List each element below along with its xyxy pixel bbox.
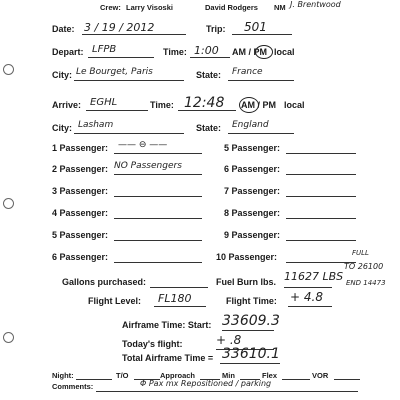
arrive-label: Arrive: xyxy=(52,100,82,110)
crew-label: Crew: xyxy=(100,3,121,12)
depart-ampm: AM / PM xyxy=(232,47,267,57)
vor-line xyxy=(334,379,360,380)
arrive-am-circle xyxy=(239,97,259,113)
arrive-time-value: 12:48 xyxy=(184,95,225,111)
passenger-1-label: 1 Passenger: xyxy=(52,143,109,153)
arrive-state-value: England xyxy=(232,120,269,130)
trip-line xyxy=(232,34,292,35)
arrive-line xyxy=(86,110,148,111)
binder-hole-bottom xyxy=(3,332,14,343)
depart-value: LFPB xyxy=(92,44,117,55)
arrive-state-line xyxy=(228,133,294,134)
fuel-burn-value: 11627 LBS xyxy=(284,270,344,283)
date-line xyxy=(82,34,186,35)
flight-level-line xyxy=(154,306,206,307)
flex-label: Flex xyxy=(262,371,278,380)
depart-label: Depart: xyxy=(52,47,84,57)
arrive-value: EGHL xyxy=(90,97,118,108)
depart-state-line xyxy=(228,80,294,81)
today-flight-value: + .8 xyxy=(216,333,242,347)
min-label: Min xyxy=(222,371,235,380)
passenger-5-line xyxy=(114,240,202,241)
passenger-6-label: 6 Passenger: xyxy=(52,252,109,262)
passenger-1-value: —— ⊖ —— xyxy=(118,140,168,150)
depart-time-label: Time: xyxy=(163,47,187,57)
today-flight-label: Today's flight: xyxy=(122,339,183,349)
passenger-6-line xyxy=(114,262,202,263)
passenger-r9-label: 9 Passenger: xyxy=(224,230,281,240)
total-airframe-line xyxy=(220,363,280,364)
passenger-r7-line xyxy=(286,196,356,197)
binder-hole-middle xyxy=(3,198,14,209)
arrive-ampm: AM / PM xyxy=(241,100,276,110)
binder-hole-top xyxy=(3,64,14,75)
passenger-2-label: 2 Passenger: xyxy=(52,164,109,174)
crew-member-1: Larry Visoski xyxy=(126,3,173,12)
depart-city-label: City: xyxy=(52,70,72,80)
passenger-2-line xyxy=(114,174,202,175)
passenger-3-line xyxy=(114,196,202,197)
depart-time-value: 1:00 xyxy=(194,44,219,57)
gallons-label: Gallons purchased: xyxy=(62,277,147,287)
passenger-r6-label: 6 Passenger: xyxy=(224,164,281,174)
crew-member-3-prefix: NM xyxy=(274,3,286,12)
passenger-r7-label: 7 Passenger: xyxy=(224,186,281,196)
flex-line xyxy=(282,379,310,380)
depart-city-value: Le Bourget, Paris xyxy=(76,67,153,77)
passenger-r10-label: 10 Passenger: xyxy=(216,252,278,262)
comments-line xyxy=(96,391,358,392)
fuel-note-1: FULL xyxy=(352,249,369,257)
depart-state-label: State: xyxy=(196,70,222,80)
vor-label: VOR xyxy=(312,371,329,380)
passenger-4-line xyxy=(114,218,202,219)
date-value: 3 / 19 / 2012 xyxy=(84,21,155,34)
comments-value: Φ Pax mx Repositioned / parking xyxy=(140,379,272,388)
flight-time-value: + 4.8 xyxy=(290,290,323,304)
passenger-r9-line xyxy=(286,240,356,241)
comments-label: Comments: xyxy=(52,382,94,391)
depart-line xyxy=(88,57,154,58)
trip-value: 501 xyxy=(244,20,267,34)
fuel-burn-line xyxy=(284,287,332,288)
night-label: Night: xyxy=(52,371,74,380)
passenger-r8-line xyxy=(286,218,356,219)
night-line xyxy=(76,379,112,380)
total-airframe-label: Total Airframe Time = xyxy=(122,353,214,363)
passenger-3-label: 3 Passenger: xyxy=(52,186,109,196)
passenger-4-label: 4 Passenger: xyxy=(52,208,109,218)
fuel-note-2: TO 26100 xyxy=(344,262,384,271)
gallons-line xyxy=(150,287,208,288)
fuel-burn-label: Fuel Burn lbs. xyxy=(216,277,277,287)
depart-state-value: France xyxy=(232,67,263,77)
depart-time-line xyxy=(190,57,230,58)
flight-level-label: Flight Level: xyxy=(88,296,142,306)
crew-member-2: David Rodgers xyxy=(205,3,258,12)
to-label: T/O xyxy=(116,371,129,380)
flight-time-line xyxy=(288,306,332,307)
arrive-city-line xyxy=(74,133,184,134)
approach-label: Approach xyxy=(160,371,196,380)
arrive-state-label: State: xyxy=(196,123,222,133)
airframe-start-line xyxy=(222,330,274,331)
fuel-note-3: END 14473 xyxy=(346,279,386,287)
arrive-local-label: local xyxy=(284,100,305,110)
passenger-r6-line xyxy=(286,174,356,175)
date-label: Date: xyxy=(52,24,75,34)
passenger-r5-line xyxy=(286,153,356,154)
flight-time-label: Flight Time: xyxy=(226,296,277,306)
depart-pm-circle xyxy=(255,45,273,59)
passenger-2-value: NO Passengers xyxy=(114,161,182,171)
crew-member-3-signature: J. Brentwood xyxy=(290,0,341,9)
depart-city-line xyxy=(74,80,184,81)
flight-level-value: FL180 xyxy=(158,292,192,305)
passenger-1-line xyxy=(114,153,202,154)
total-airframe-value: 33610.1 xyxy=(222,346,280,362)
airframe-start-label: Airframe Time: Start: xyxy=(122,320,212,330)
arrive-city-value: Lasham xyxy=(78,120,114,130)
arrive-city-label: City: xyxy=(52,123,72,133)
passenger-r5-label: 5 Passenger: xyxy=(224,143,281,153)
passenger-5-label: 5 Passenger: xyxy=(52,230,109,240)
trip-label: Trip: xyxy=(206,24,226,34)
arrive-time-label: Time: xyxy=(150,100,174,110)
airframe-start-value: 33609.3 xyxy=(222,313,280,329)
passenger-r8-label: 8 Passenger: xyxy=(224,208,281,218)
depart-local-label: local xyxy=(274,47,295,57)
